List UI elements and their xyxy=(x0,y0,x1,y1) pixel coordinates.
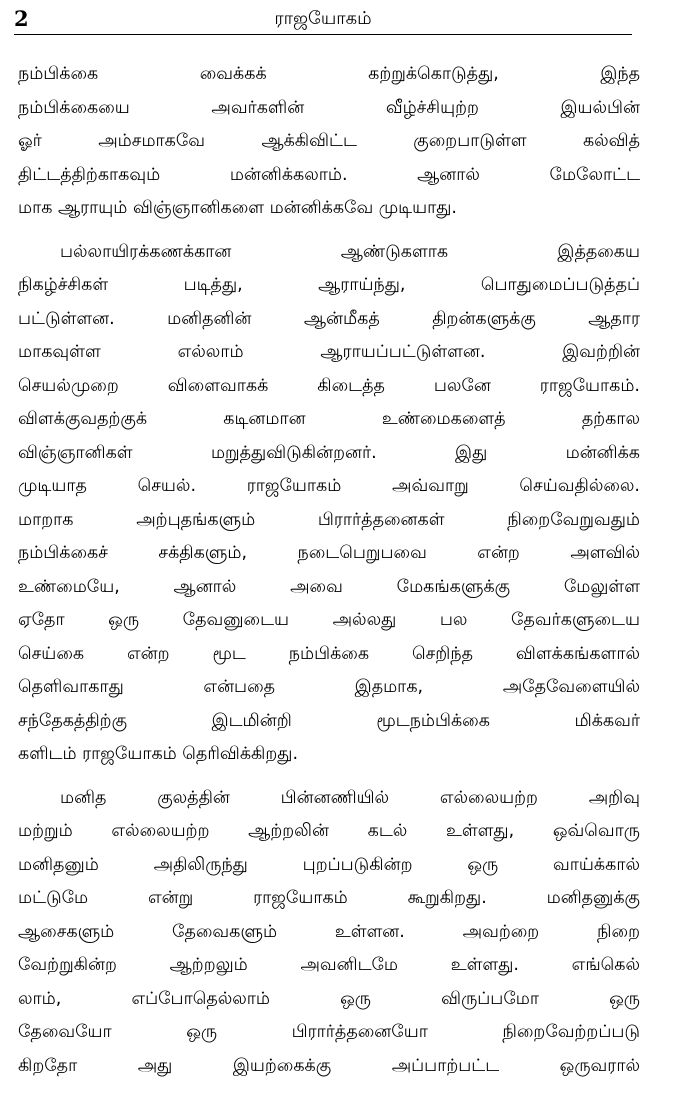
text-line: மாக ஆராயும் விஞ்ஞானிகளை மன்னிக்கவே முடியாது. xyxy=(18,198,457,218)
text-line: திட்டத்திற்காகவும் மன்னிக்கலாம். ஆனால் மேலோட்ட xyxy=(18,164,640,185)
text-line: ஏதோ ஒரு தேவனுடைய அல்லது பல தேவர்களுடைய xyxy=(18,610,640,630)
text-line: ஓர் அம்சமாகவே ஆக்கிவிட்ட குறைபாடுள்ள கல்வித் xyxy=(18,131,640,151)
text-line: விஞ்ஞானிகள் மறுத்துவிடுகின்றனர். இது மன்னிக்க xyxy=(18,442,640,463)
body-text xyxy=(18,58,640,1093)
paragraph xyxy=(18,782,640,1084)
text-line: வேற்றுகின்ற ஆற்றலும் அவனிடமே உள்ளது. எங்கெல் xyxy=(18,955,640,975)
page-number: 2 xyxy=(14,6,29,31)
text-line: பட்டுள்ளன. மனிதனின் ஆன்மீகத் திறன்களுக்கு ஆதார xyxy=(18,308,640,329)
running-header xyxy=(14,4,632,34)
header-title: ராஜயோகம் xyxy=(274,8,372,29)
text-line: ஆசைகளும் தேவைகளும் உள்ளன. அவற்றை நிறை xyxy=(18,921,640,942)
header-divider xyxy=(14,34,632,35)
paragraph xyxy=(18,236,640,772)
paragraph xyxy=(18,58,640,226)
text-line: சந்தேகத்திற்கு இடமின்றி மூடநம்பிக்கை மிக்கவர் xyxy=(18,710,640,731)
text-line: மாறாக அற்புதங்களும் பிரார்த்தனைகள் நிறைவேறுவதும் xyxy=(18,509,640,530)
text-line: செயல்முறை விளைவாகக் கிடைத்த பலனே ராஜயோகம். xyxy=(18,375,640,396)
text-line: பல்லாயிரக்கணக்கான ஆண்டுகளாக இத்தகைய xyxy=(60,241,640,262)
text-line: நம்பிக்கைச் சக்திகளும், நடைபெறுபவை என்ற அளவில் xyxy=(18,543,640,563)
text-line: உண்மையே, ஆனால் அவை மேகங்களுக்கு மேலுள்ள xyxy=(18,576,640,597)
text-line: மாகவுள்ள எல்லாம் ஆராயப்பட்டுள்ளன. இவற்றின் xyxy=(18,342,640,362)
text-line: முடியாத செயல். ராஜயோகம் அவ்வாறு செய்வதில்லை. xyxy=(18,476,640,496)
text-line: நம்பிக்கை வைக்கக் கற்றுக்கொடுத்து, இந்த xyxy=(18,64,640,84)
text-line: தேவையோ ஒரு பிரார்த்தனையோ நிறைவேற்றப்படு xyxy=(18,1022,640,1042)
text-line: கிறதோ அது இயற்கைக்கு அப்பாற்பட்ட ஒருவரால் xyxy=(18,1055,640,1076)
text-line: தெளிவாகாது என்பதை இதமாக, அதேவேளையில் xyxy=(18,677,640,697)
text-line: களிடம் ராஜயோகம் தெரிவிக்கிறது. xyxy=(18,744,299,764)
text-line: செய்கை என்ற மூட நம்பிக்கை செறிந்த விளக்கங்களால் xyxy=(18,643,640,664)
text-line: விளக்குவதற்குக் கடினமான உண்மைகளைத் தற்கால xyxy=(18,409,640,429)
text-line: மனித குலத்தின் பின்னணியில் எல்லையற்ற அறிவு xyxy=(60,787,640,808)
text-line: நம்பிக்கையை அவர்களின் வீழ்ச்சியுற்ற இயல்பின் xyxy=(18,97,640,118)
text-line: லாம், எப்போதெல்லாம் ஒரு விருப்பமோ ஒரு xyxy=(18,988,640,1009)
text-line: மனிதனும் அதிலிருந்து புறப்படுகின்ற ஒரு வாய்க்கால் xyxy=(18,854,640,875)
text-line: மற்றும் எல்லையற்ற ஆற்றலின் கடல் உள்ளது, ஒவ்வொரு xyxy=(18,821,640,841)
text-line: மட்டுமே என்று ராஜயோகம் கூறுகிறது. மனிதனுக்கு xyxy=(18,888,640,908)
text-line: நிகழ்ச்சிகள் படித்து, ஆராய்ந்து, பொதுமைப்படுத்தப் xyxy=(18,275,640,295)
